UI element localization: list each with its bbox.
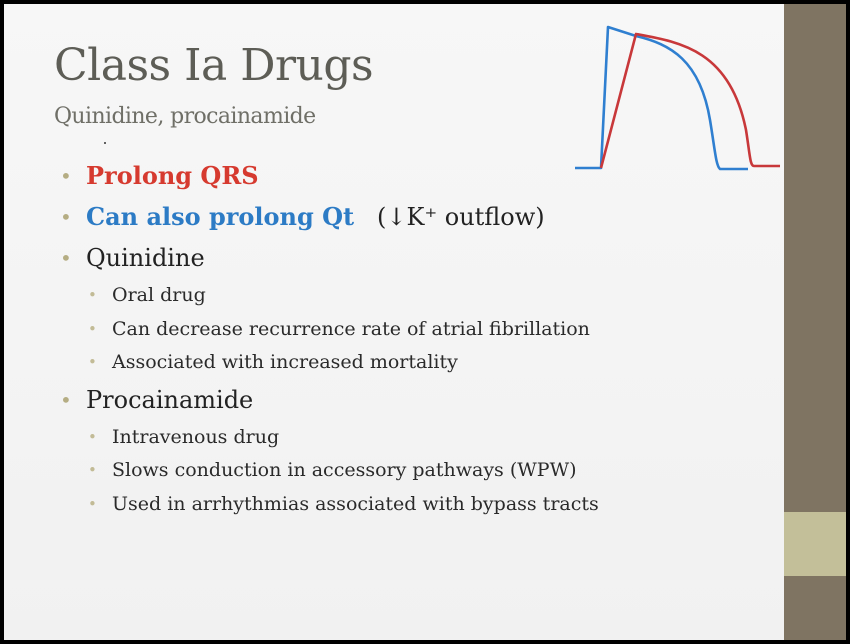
sub-bullet (60, 421, 760, 455)
bullet-note-text: (↓K⁺ outflow) (377, 203, 545, 231)
sub-bullet (60, 313, 760, 347)
slide-sidebar-accent (784, 512, 846, 576)
bullet-prolong-qrs (60, 156, 760, 197)
sub-bullet-marker: • (88, 319, 97, 338)
bullet-marker: • (60, 164, 72, 188)
sub-bullet (60, 454, 760, 488)
bullet-prolong-qt (60, 197, 760, 238)
sub-bullet-marker: • (88, 427, 97, 446)
bullet-quinidine (60, 238, 760, 279)
bullet-list (60, 156, 760, 521)
sub-bullet-marker: • (88, 461, 97, 479)
bullet-procainamide (60, 380, 760, 421)
sub-bullet-marker: • (88, 494, 97, 513)
bullet-text: Quinidine (86, 244, 205, 272)
sub-bullet (60, 346, 760, 380)
bullet-marker: • (60, 387, 72, 412)
stray-dot (104, 142, 106, 144)
sub-bullet (60, 279, 760, 313)
sub-bullet-text: Can decrease recurrence rate of atrial fibrillation (112, 317, 590, 340)
slide-title: Class Ia Drugs (54, 40, 374, 91)
prolonged-action-potential-curve (601, 34, 780, 168)
bullet-text: Can also prolong Qt (86, 202, 355, 231)
sub-bullet-text: Oral drug (112, 284, 206, 306)
bullet-text: Procainamide (86, 385, 254, 414)
sub-bullet-marker: • (88, 286, 97, 304)
bullet-note (362, 203, 545, 231)
bullet-marker: • (60, 246, 72, 270)
sub-bullet-text: Slows conduction in accessory pathways (WPW) (112, 459, 577, 481)
sub-bullet-text: Used in arrhythmias associated with bypass tracts (112, 492, 599, 515)
normal-action-potential-curve (575, 27, 748, 169)
sub-bullet (60, 488, 760, 522)
sub-bullet-text: Intravenous drug (112, 425, 280, 448)
sub-bullet-marker: • (88, 353, 97, 371)
sub-bullet-text: Associated with increased mortality (112, 351, 458, 373)
slide-subtitle: Quinidine, procainamide (54, 104, 316, 129)
bullet-marker: • (60, 205, 72, 229)
bullet-text: Prolong QRS (86, 161, 259, 190)
